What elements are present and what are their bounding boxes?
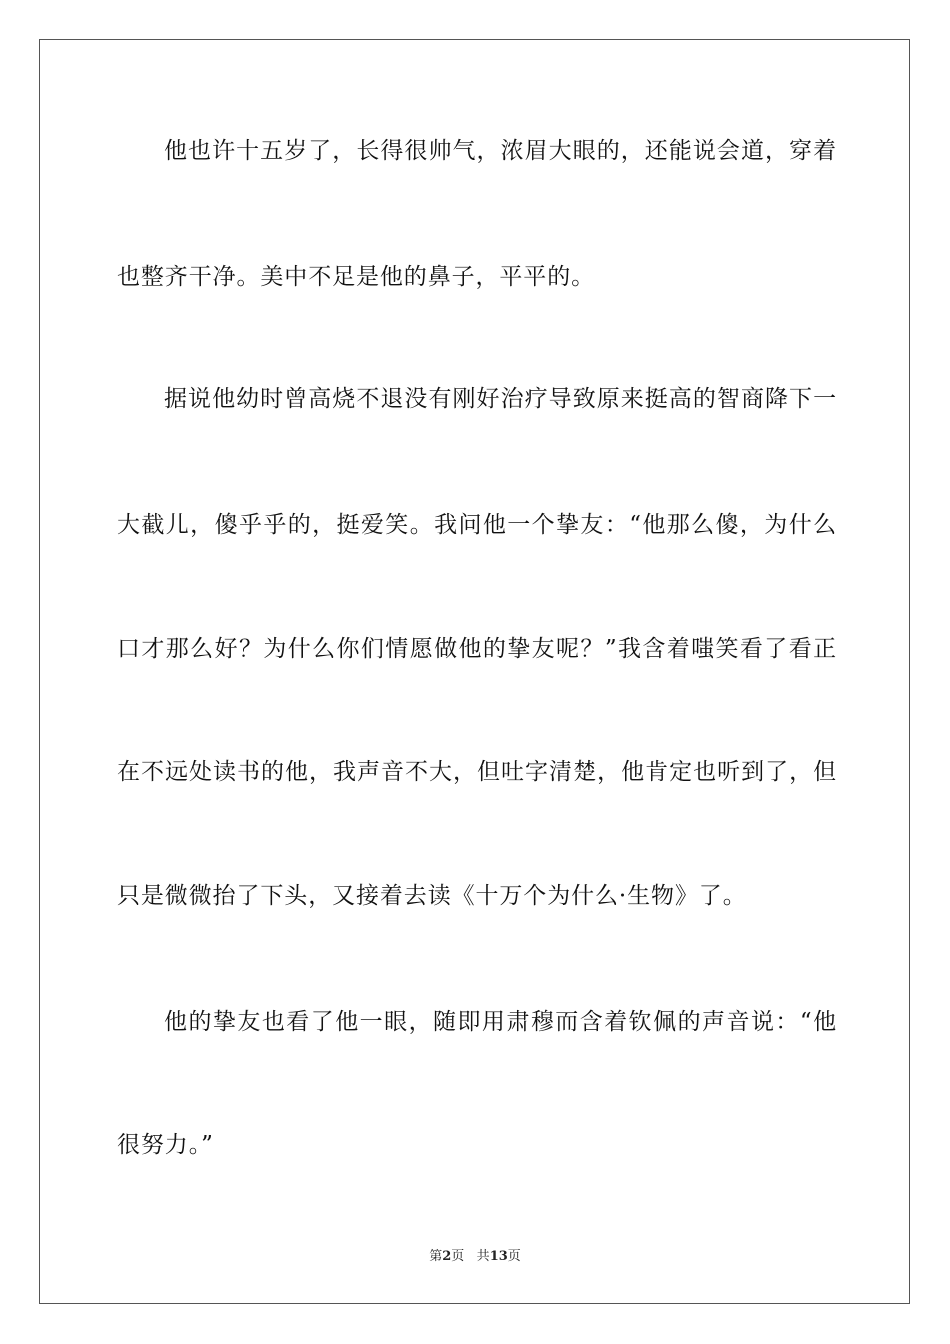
paragraph-2-line-1: 据说他幼时曾高烧不退没有刚好治疗导致原来挺高的智商降下一: [164, 386, 837, 412]
paragraph-3-line-1: 他的挚友也看了他一眼，随即用肃穆而含着钦佩的声音说：“他: [164, 1009, 837, 1035]
paragraph-1-line-2: 也整齐干净。美中不足是他的鼻子，平平的。: [117, 264, 595, 290]
total-pages: 13: [489, 1249, 508, 1264]
paragraph-2-line-3: 口才那么好？为什么你们情愿做他的挚友呢？”我含着嗤笑看了看正: [117, 636, 837, 662]
page-prefix: 第: [429, 1249, 443, 1264]
total-suffix: 页: [507, 1249, 521, 1264]
paragraph-2-line-2: 大截儿，傻乎乎的，挺爱笑。我问他一个挚友：“他那么傻，为什么: [117, 512, 837, 538]
paragraph-3-line-2: 很努力。”: [117, 1132, 214, 1158]
paragraph-1-line-1: 他也许十五岁了，长得很帅气，浓眉大眼的，还能说会道，穿着: [164, 138, 837, 164]
page-border: [39, 39, 910, 1304]
paragraph-2-line-4: 在不远处读书的他，我声音不大，但吐字清楚，他肯定也听到了，但: [117, 759, 837, 785]
total-prefix: 共: [476, 1249, 490, 1264]
page-suffix: 页: [451, 1249, 465, 1264]
page-number: 2: [442, 1249, 452, 1264]
page-footer: [0, 1248, 950, 1266]
paragraph-2-line-5: 只是微微抬了下头，又接着去读《十万个为什么·生物》了。: [117, 883, 747, 909]
